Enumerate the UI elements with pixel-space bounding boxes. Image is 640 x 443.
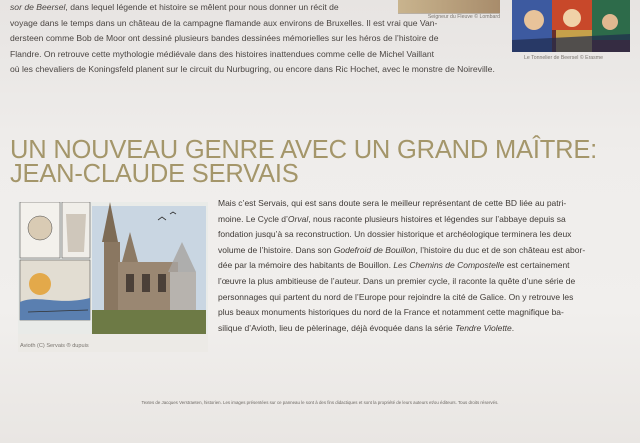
italic-title: sor de Beersel <box>10 2 66 12</box>
body-line <box>218 274 623 290</box>
text-run: silique d’Avioth, lieu de pèlerinage, déjà évoquée dans la série <box>218 322 456 333</box>
basilica-drawing <box>18 202 208 352</box>
top-right-caption: Le Tonnelier de Beersel © Erasme <box>524 55 603 61</box>
text-run: où les chevaliers de Koningsfeld planent sur le circuit du Nurbugring, ou encore dans Ric Hochet, avec le monstre de Noireville. <box>10 64 495 75</box>
text-run: , nous raconte plusieurs histoires et légendes sur l’abbaye depuis sa <box>308 213 566 224</box>
text-run: Flandre. On retrouve cette mythologie médiévale dans des histoires inattendues comme celle de Michel Vaillant <box>10 48 435 59</box>
text-run: plus beaux monuments historiques du nord de la France et notamment cette magnifique ba- <box>218 307 564 318</box>
main-paragraph <box>218 196 623 336</box>
text-run: dersteen comme Bob de Moor ont dessiné plusieurs bandes dessinées mémorielles sur les héros de l’histoire de <box>10 33 439 44</box>
text-run: volume de l’histoire. Dans son <box>218 244 334 255</box>
body-line <box>218 290 623 306</box>
text-run: . <box>511 322 515 333</box>
intro-line <box>10 16 510 32</box>
italic-title: Godefroid de Bouillon <box>333 244 416 255</box>
top-left-caption: Seigneur du Fleuve © Lombard <box>427 14 500 20</box>
text-run: moine. Le Cycle d’ <box>218 213 288 224</box>
text-run: voyage dans le temps dans un château de la campagne flamande aux environs de Bruxelles. Il est vrai que Van- <box>10 17 438 28</box>
intro-line <box>10 62 510 78</box>
body-line <box>218 196 623 212</box>
section-title <box>10 136 598 188</box>
intro-line <box>10 0 510 16</box>
text-run: l’œuvre la plus ambitieuse de l’auteur. Dans un premier cycle, il raconte la quête d’une série de <box>218 275 576 286</box>
text-run: fondation jusqu’à sa reconstruction. Un dossier historique et archéologique terminera les deux <box>218 229 572 240</box>
text-run: est certainement <box>504 260 570 271</box>
comic-panel-top-right <box>512 0 630 52</box>
section-title-line-1: UN NOUVEAU GENRE AVEC UN GRAND MAÎTRE: <box>10 136 598 164</box>
avioth-illustration <box>18 202 208 352</box>
comic-illustration <box>512 0 630 52</box>
body-line <box>218 305 623 321</box>
text-run: dée par la mémoire des habitants de Bouillon. <box>218 260 394 271</box>
body-line <box>218 227 623 243</box>
intro-paragraph <box>10 0 510 78</box>
text-run: , l’histoire du duc et de son château est abor- <box>415 244 586 255</box>
italic-title: Les Chemins de Compostelle <box>393 260 505 271</box>
body-line <box>218 243 623 259</box>
body-line <box>218 212 623 228</box>
intro-line <box>10 31 510 47</box>
italic-title: Orval <box>287 213 309 224</box>
figure-caption: Avioth (C) Servais ® dupuis <box>20 343 89 349</box>
text-run: Mais c’est Servais, qui est sans doute sera le meilleur représentant de cette BD liée au patri- <box>218 198 567 208</box>
intro-line <box>10 47 510 63</box>
body-line <box>218 258 623 274</box>
italic-title: Tendre Violette <box>455 322 512 333</box>
credits-footer: Textes de Jacques Verstraeten, historien. Les images présentées sur ce panneau le sont à des fins didactiques et sont la propriété de leurs auteurs et/ou éditeurs. Tous droits réservés. <box>141 400 499 405</box>
text-run: personnages qui partent du nord de l’Europe pour rejoindre la cité de Galice. On y retrouve les <box>218 291 574 302</box>
body-line <box>218 321 623 337</box>
section-title-line-2: JEAN-CLAUDE SERVAIS <box>10 160 299 188</box>
text-run: , dans lequel légende et histoire se mêlent pour nous donner un récit de <box>65 2 339 12</box>
